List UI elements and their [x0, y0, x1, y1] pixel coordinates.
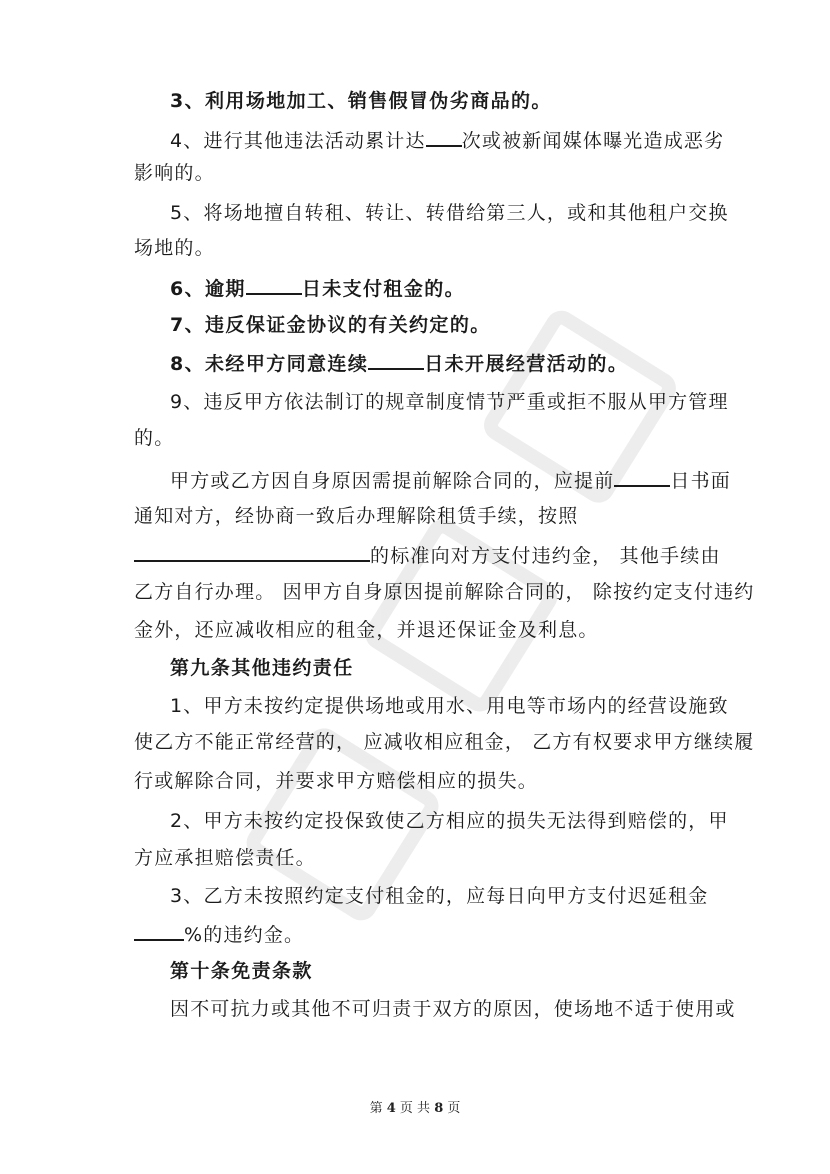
clause-line: 方应承担赔偿责任。	[134, 847, 316, 869]
fill-blank	[134, 921, 184, 941]
clause-line: 因不可抗力或其他不可归责于双方的原因，使场地不适于使用或	[170, 998, 736, 1020]
clause-line: 9、违反甲方依法制订的规章制度情节严重或拒不服从甲方管理	[170, 391, 729, 413]
clause-line: 7、违反保证金协议的有关约定的。	[170, 314, 491, 336]
clause-line: 6、逾期 日未支付租金的。	[170, 275, 465, 301]
clause-line: 2、甲方未按约定投保致使乙方相应的损失无法得到赔偿的，甲	[170, 810, 729, 832]
clause-line: 乙方自行办理。 因甲方自身原因提前解除合同的， 除按约定支付违约	[134, 581, 755, 603]
clause-line: 的。	[134, 427, 175, 449]
clause-line: 8、未经甲方同意连续 日未开展经营活动的。	[170, 350, 628, 376]
clause-line: 行或解除合同，并要求甲方赔偿相应的损失。	[134, 770, 539, 792]
footer-suffix: 页	[447, 1101, 461, 1116]
fill-blank	[614, 467, 670, 487]
clause-line: 使乙方不能正常经营的， 应减收相应租金， 乙方有权要求甲方继续履	[134, 731, 755, 753]
fill-blank	[134, 542, 370, 562]
clause-line: 甲方或乙方因自身原因需提前解除合同的，应提前 日书面	[170, 467, 731, 493]
clause-line: %的违约金。	[134, 921, 304, 947]
section-heading: 第十条免责条款	[170, 960, 313, 982]
clause-line: 场地的。	[134, 237, 215, 259]
footer-middle: 页 共	[399, 1101, 431, 1116]
fill-blank	[246, 275, 302, 295]
clause-line: 4、进行其他违法活动累计达 次或被新闻媒体曝光造成恶劣	[170, 127, 724, 153]
clause-line: 3、利用场地加工、销售假冒伪劣商品的。	[170, 90, 552, 112]
clause-line: 金外，还应减收相应的租金，并退还保证金及利息。	[134, 619, 599, 641]
fill-blank	[426, 127, 462, 147]
clause-line: 5、将场地擅自转租、转让、转借给第三人，或和其他租户交换	[170, 202, 729, 224]
clause-line: 1、甲方未按约定提供场地或用水、用电等市场内的经营设施致	[170, 695, 729, 717]
clause-line: 影响的。	[134, 162, 215, 184]
section-heading: 第九条其他违约责任	[170, 657, 354, 679]
clause-line: 3、乙方未按照约定支付租金的，应每日向甲方支付迟延租金	[170, 885, 709, 907]
page-number: 4	[386, 1101, 396, 1116]
clause-line: 通知对方，经协商一致后办理解除租赁手续，按照	[134, 505, 579, 527]
fill-blank	[368, 350, 424, 370]
footer-prefix: 第	[369, 1101, 383, 1116]
page-total: 8	[434, 1101, 444, 1116]
page-footer	[0, 1097, 830, 1116]
clause-line: 的标准向对方支付违约金， 其他手续由	[134, 542, 721, 568]
